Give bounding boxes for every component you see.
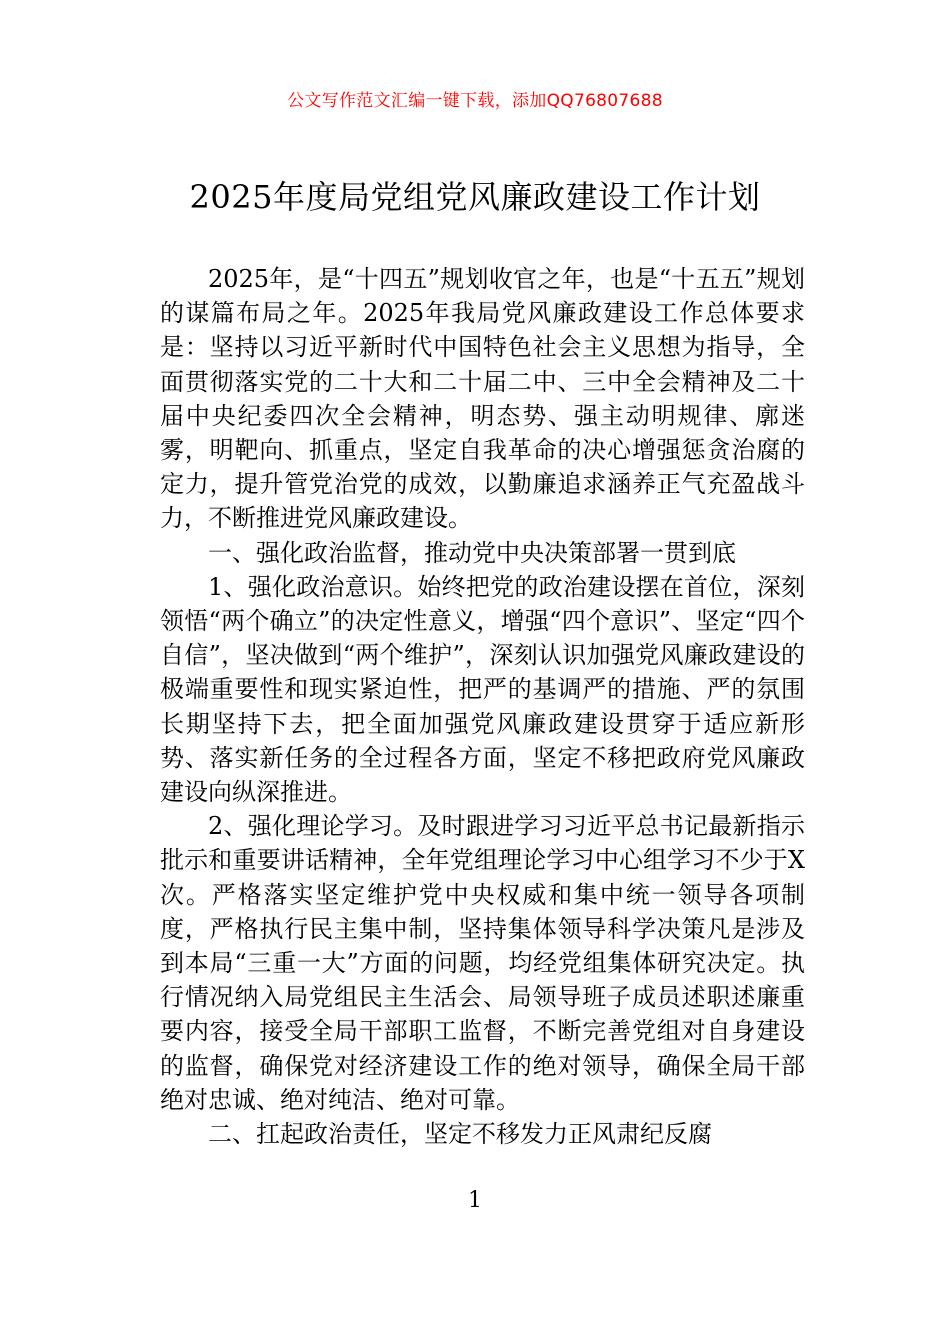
download-notice: 公文写作范文汇编一键下载，添加QQ76807688 <box>287 91 663 111</box>
item-paragraph-1: 1、强化政治意识。始终把党的政治建设摆在首位，深刻领悟“两个确立”的决定性意义，增强“四个意识”、坚定“四个自信”，坚决做到“两个维护”，深刻认识加强党风廉政建设的极端重要性和现实紧迫性，把严的基调严的措施、严的氛围长期坚持下去，把全面加强党风廉政建设贯穿于适应新形势、落实新任务的全过程各方面，坚定不移把政府党风廉政建设向纵深推进。 <box>160 572 805 807</box>
intro-paragraph: 2025年，是“十四五”规划收官之年，也是“十五五”规划的谋篇布局之年。2025年我局党风廉政建设工作总体要求是：坚持以习近平新时代中国特色社会主义思想为指导，全面贯彻落实党的二十大和二十届二中、三中全会精神及二十届中央纪委四次全会精神，明态势、强主动明规律、廓迷雾，明靶向、抓重点，坚定自我革命的决心增强惩贪治腐的定力，提升管党治党的成效，以勤廉追求涵养正气充盈战斗力，不断推进党风廉政建设。 <box>160 265 805 533</box>
section-heading-1: 一、强化政治监督，推动党中央决策部署一贯到底 <box>208 538 736 567</box>
document-title: 2025年度局党组党风廉政建设工作计划 <box>189 178 761 216</box>
page-number: 1 <box>468 1188 482 1213</box>
document-body <box>160 262 805 1151</box>
item-paragraph-2: 2、强化理论学习。及时跟进学习习近平总书记最新指示批示和重要讲话精神，全年党组理论学习中心组学习不少于X次。严格落实坚定维护党中央权威和集中统一领导各项制度，严格执行民主集中制，坚持集体领导科学决策凡是涉及到本局“三重一大”方面的问题，均经党组集体研究决定。执行情况纳入局党组民主生活会、局领导班子成员述职述廉重要内容，接受全局干部职工监督，不断完善党组对自身建设的监督，确保党对经济建设工作的绝对领导，确保全局干部绝对忠诚、绝对纯洁、绝对可靠。 <box>160 812 805 1114</box>
section-heading-2: 二、扛起政治责任，坚定不移发力正风肃纪反腐 <box>208 1120 712 1149</box>
